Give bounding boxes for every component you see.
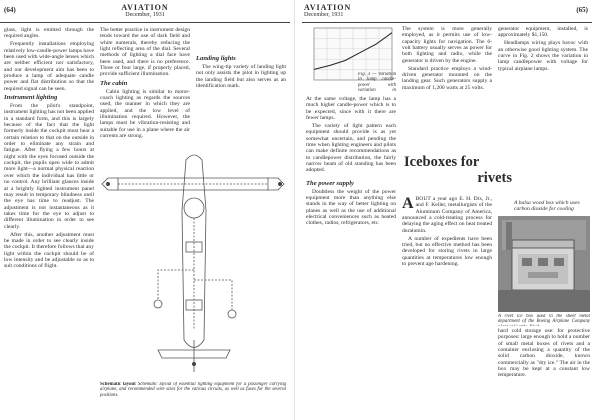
article-column-2 [498,328,590,418]
paragraph: Doubtless the weight of the power equipment more than anything else stands in the way of better lighting on planes as well as the use of additional electrical conveniences such as heated clothes, radios, refrigerators, etc. [306,188,396,227]
rivet-icebox-photo [498,216,590,312]
paragraph: BOUT a year ago E. H. Dix, Jr., and F. Keller, metallurgists of the Aluminum Company of America, announced a cold-treating process for delaying the aging effect on heat treated duralumin. [402,196,492,234]
left-column-3-top [196,27,286,151]
paragraph: A number of expedients have been tried, but no effective method has been developed for storing rivets in large quantities at temperatures low enough to prevent age hardening. [402,235,492,268]
left-page-header [0,2,290,23]
figure-caption-text: Schematic layout of essential lighting equipment for a passenger carrying airplane, and recommended wire sizes for the various circuits, as well as fuses for the several positions. [100,382,286,398]
paragraph: glass, light is emitted through the required angles. [4,27,94,40]
paragraph: Headlamps wiring plays havoc with an otherwise good lighting system. The curve in Fig. 2 shows the variation in lamp candlepower with voltage for typical airplane lamps. [498,40,588,72]
paragraph: Standard practice employs a wind-driven generator mounted on the landing gear. Such generators supply a maximum of 1,200 watts at 25 volts. [402,65,492,91]
article-deck: A balsa wood box which uses carbon dioxide for cooling [514,200,580,213]
paragraph: From the pilot's standpoint, instrument lighting has not been applied in a standard form, and this is largely because of the fact that the light formerly inside the cockpit must bear a certain relation to that on the outside in order to eliminate any strain and fatigue. After flying a few hours at night with the eyes focused outside the cockpit, the pupils open wide to admit more light—a normal physical reaction over which the individual has little or no control. Any brilliant glances inside at a brightly lighted instrument panel may result in temporary blindness until the eye has time to readjust. The adjustment is not instantaneous as it takes time for the eye to adjust to different illumination in order to see clearly. [4,103,94,230]
figure-caption: Schematic layout Schematic layout of essential lighting equipment for a passenger carrying airplane, and recommended wire sizes for the various circuits, as well as fuses for the several positions. [100,382,286,398]
right-page [302,0,592,420]
paragraph: At the same voltage, the lamp has a much higher candle-power which is to be expected, since with it there are fewer lamps. [306,96,396,122]
paragraph: hard cold storage use: for protective purposes: large enough to hold a number of small metal boxes of rivets and a container enclosing a quantity of the solid carbon dioxide, known commercially as "dry ice." The air in the box may be kept at a constant low temperature. [498,328,590,379]
headline-line-1: Iceboxes for [404,154,480,170]
photo-caption [498,314,590,326]
right-page-number: (65) [576,6,588,14]
airplane-wiring-diagram [98,150,290,380]
paragraph: Cabin lighting is similar to motor-coach lighting as regards the sources used, the manner in which they are applied, and the low level of illumination required. However, the lamps must be vibration-resisting and suitable for use in a plane where the air currents are strong. [100,88,190,140]
left-page [0,0,290,420]
graph-caption-text: Fig. 3 — Variation in lamp candle-power with variation in [358,72,396,94]
page-gutter [294,0,295,420]
section-heading: The cabin [100,79,128,87]
left-column-2-top [100,27,190,151]
paragraph: After this, another adjustment must be made in order to see clearly inside the cockpit. It therefore follows that any light within the cockpit should be of low intensity and be adjustable so as to suit conditions of flight. [4,231,94,270]
article-headline [404,154,514,194]
right-column-3 [498,26,588,146]
right-column-2 [402,26,492,146]
right-column-1 [306,96,396,416]
left-page-number: (64) [4,6,16,14]
article-column-1 [402,196,492,416]
paragraph: Frequently installations employing relatively low-candle-power lamps have been used with wide-angle lenses which are neither efficient nor satisfactory, and our development aim has been to produce a lamp of adequate candle power and flat distribution so that the required signal can be seen. [4,41,94,92]
paragraph: The system is more generally employed, as it permits use of low-capacity lights for navigation. The 6-volt battery usually serves as power for both lighting and radio, while the generator is driven by the engine. [402,26,492,64]
right-issue-date: December, 1931 [304,12,344,18]
photo-caption-text: A rivet ice box used in the sheet metal department of the Boeing Airplane Company [498,314,590,325]
section-heading: Landing lights [196,55,236,62]
graph-caption [358,72,396,94]
right-magazine-title: AVIATION [304,3,352,12]
left-column-1 [4,27,94,417]
paragraph: The variety of light pattern each equipment should provide is as yet somewhat uncertain, and pending the time when lighting engineers and pilots can make definite recommendations as to candlepower distribution, the fairly narrow beam of old standing has been adopted. [306,122,396,174]
right-page-header [302,2,592,23]
left-magazine-title: AVIATION [121,3,169,12]
section-heading: Instrument lighting [4,94,58,102]
paragraph: The wing-tip variety of landing light not only assists the pilot in lighting up the landing field but also serves as an identification mark. [196,64,286,90]
section-heading: The power supply [306,179,354,187]
paragraph: generator equipment, installed, is approximately $1,150. [498,26,588,39]
left-issue-date: December, 1931 [125,12,165,18]
paragraph: The better practice in instrument design tends toward the use of dark field and white numerals, thereby reducing the light reflecting area of the dial. Several methods of lighting a dial face have been used, and there is no preference. Three or four large, if properly placed, provide sufficient illumination. [100,27,190,78]
drop-cap: A [402,196,414,212]
headline-line-2: rivets [477,170,512,186]
